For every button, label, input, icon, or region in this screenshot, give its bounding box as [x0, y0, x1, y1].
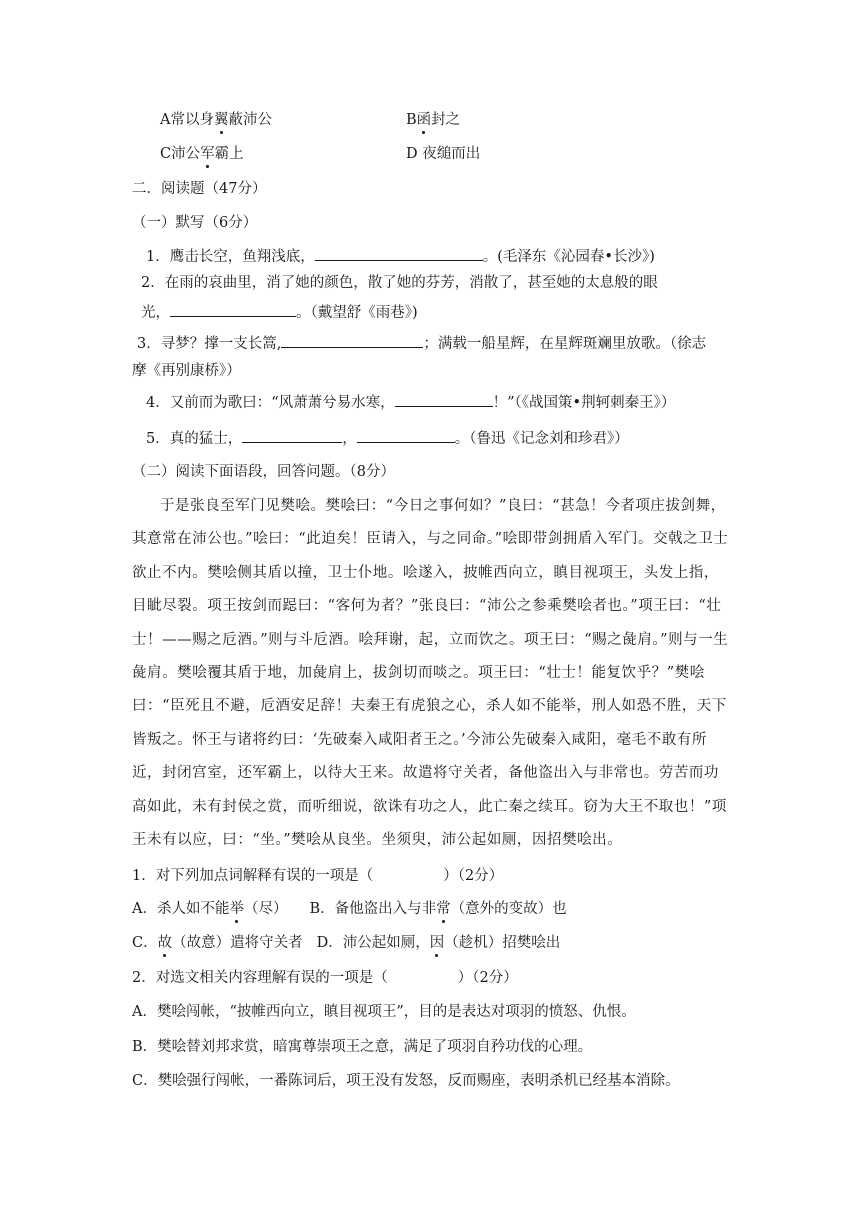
option-c: C沛公军霸上: [160, 146, 244, 162]
question-2-line2: 光， 。（戴望舒《雨巷》): [141, 302, 418, 323]
question-4: 4．又前而为歌曰：“风萧萧兮易水寒， ！”（《战国策•荆轲刺秦王》）: [146, 392, 675, 413]
reading-passage: 于是张良至军门见樊哙。樊哙曰：“今日之事何如？”良曰：“甚急！今者项庄拔剑舞，其意常在沛公也。”哙曰：“此迫矣！臣请入，与之同命。”哙即带剑拥盾入军门。交戟之卫士欲止不内。樊哙侧其盾以撞，卫士仆地。哙遂入，披帷西向立，瞋目视项王，头发上指，目眦尽裂。项王按剑而跽曰：“客何为者？”张良曰：“沛公之参乘樊哙者也。”项王曰：“壮士！——赐之卮酒。”则与斗卮酒。哙拜谢，起，立而饮之。项王曰：“赐之彘肩。”则与一生彘肩。樊哙覆其盾于地，加彘肩上，拔剑切而啖之。项王曰：“壮士！能复饮乎？”樊哙曰：“臣死且不避，卮酒安足辞！夫秦王有虎狼之心，杀人如不能举，刑人如恐不胜，天下皆叛之。怀王与诸将约曰：‘先破秦入咸阳者王之。’今沛公先破秦入咸阳，毫毛不敢有所近，封闭宫室，还军霸上，以待大王来。故遣将守关者，备他盗出入与非常也。劳苦而功高如此，未有封侯之赏，而听细说，欲诛有功之人，此亡秦之续耳。窃为大王不取也！”项王未有以应，曰：“坐。”樊哙从良坐。坐须臾，沛公起如厕，因招樊哙出。: [132, 498, 729, 849]
answer-blank: [281, 333, 423, 348]
question-2-line1: 2．在雨的哀曲里，消了她的颜色，散了她的芬芳，消散了，甚至她的太息般的眼: [141, 275, 658, 291]
mc-question-2-option-a: A．樊哙闯帐，“披帷西向立，瞋目视项王”，目的是表达对项羽的愤怒、仇恨。: [132, 1004, 636, 1020]
answer-blank: [395, 392, 493, 407]
mc-question-2-option-b: B．樊哙替刘邦求赏，暗寓尊崇项王之意，满足了项羽自矜功伐的心理。: [132, 1039, 593, 1055]
answer-blank: [170, 302, 296, 317]
dotted-char: 因: [429, 935, 445, 951]
mc-question-1-options-ab: A．杀人如不能举（尽） B．备他盗出入与非常（意外的变故）也: [132, 901, 567, 917]
mc-question-2-stem: 2．对选文相关内容理解有误的一项是（ ）（2分）: [132, 970, 518, 986]
dotted-char: 故: [157, 935, 173, 951]
dotted-char: 举: [229, 901, 244, 917]
subsection-title: （二）阅读下面语段，回答问题。（8分）: [132, 464, 395, 480]
mc-question-1-stem: 1．对下列加点词解释有误的一项是（ ）（2分）: [132, 868, 504, 884]
dotted-char: 军: [200, 146, 215, 162]
answer-blank: [315, 246, 483, 261]
dotted-char: 常: [436, 901, 451, 917]
dotted-char: 翼: [213, 112, 229, 128]
question-3-line1: 3．寻梦？撑一支长篙, ；满载一船星辉，在星辉斑斓里放歌。（徐志: [137, 333, 706, 354]
question-5: 5．真的猛士， ， 。（鲁迅《记念刘和珍君》）: [146, 428, 629, 449]
question-1: 1．鹰击长空，鱼翔浅底， 。(毛泽东《沁园春•长沙》): [146, 246, 655, 267]
mc-question-2-option-c: C．樊哙强行闯帐，一番陈词后，项王没有发怒，反而赐座，表明杀机已经基本消除。: [132, 1073, 680, 1089]
option-b: B函封之: [406, 112, 461, 128]
answer-blank: [242, 428, 342, 443]
question-3-line2: 摩《再别康桥》）: [132, 363, 241, 379]
subsection-title: （一）默写（6分）: [132, 215, 258, 231]
option-d: D 夜缒而出: [406, 146, 481, 162]
answer-blank: [357, 428, 455, 443]
option-a: A常以身翼蔽沛公: [160, 112, 272, 128]
dotted-char: 函: [416, 112, 432, 128]
section-title: 二．阅读题（47分）: [132, 181, 267, 197]
mc-question-1-options-cd: C．故（故意）遣将守关者 D．沛公起如厕，因（趁机）招樊哙出: [132, 935, 561, 951]
